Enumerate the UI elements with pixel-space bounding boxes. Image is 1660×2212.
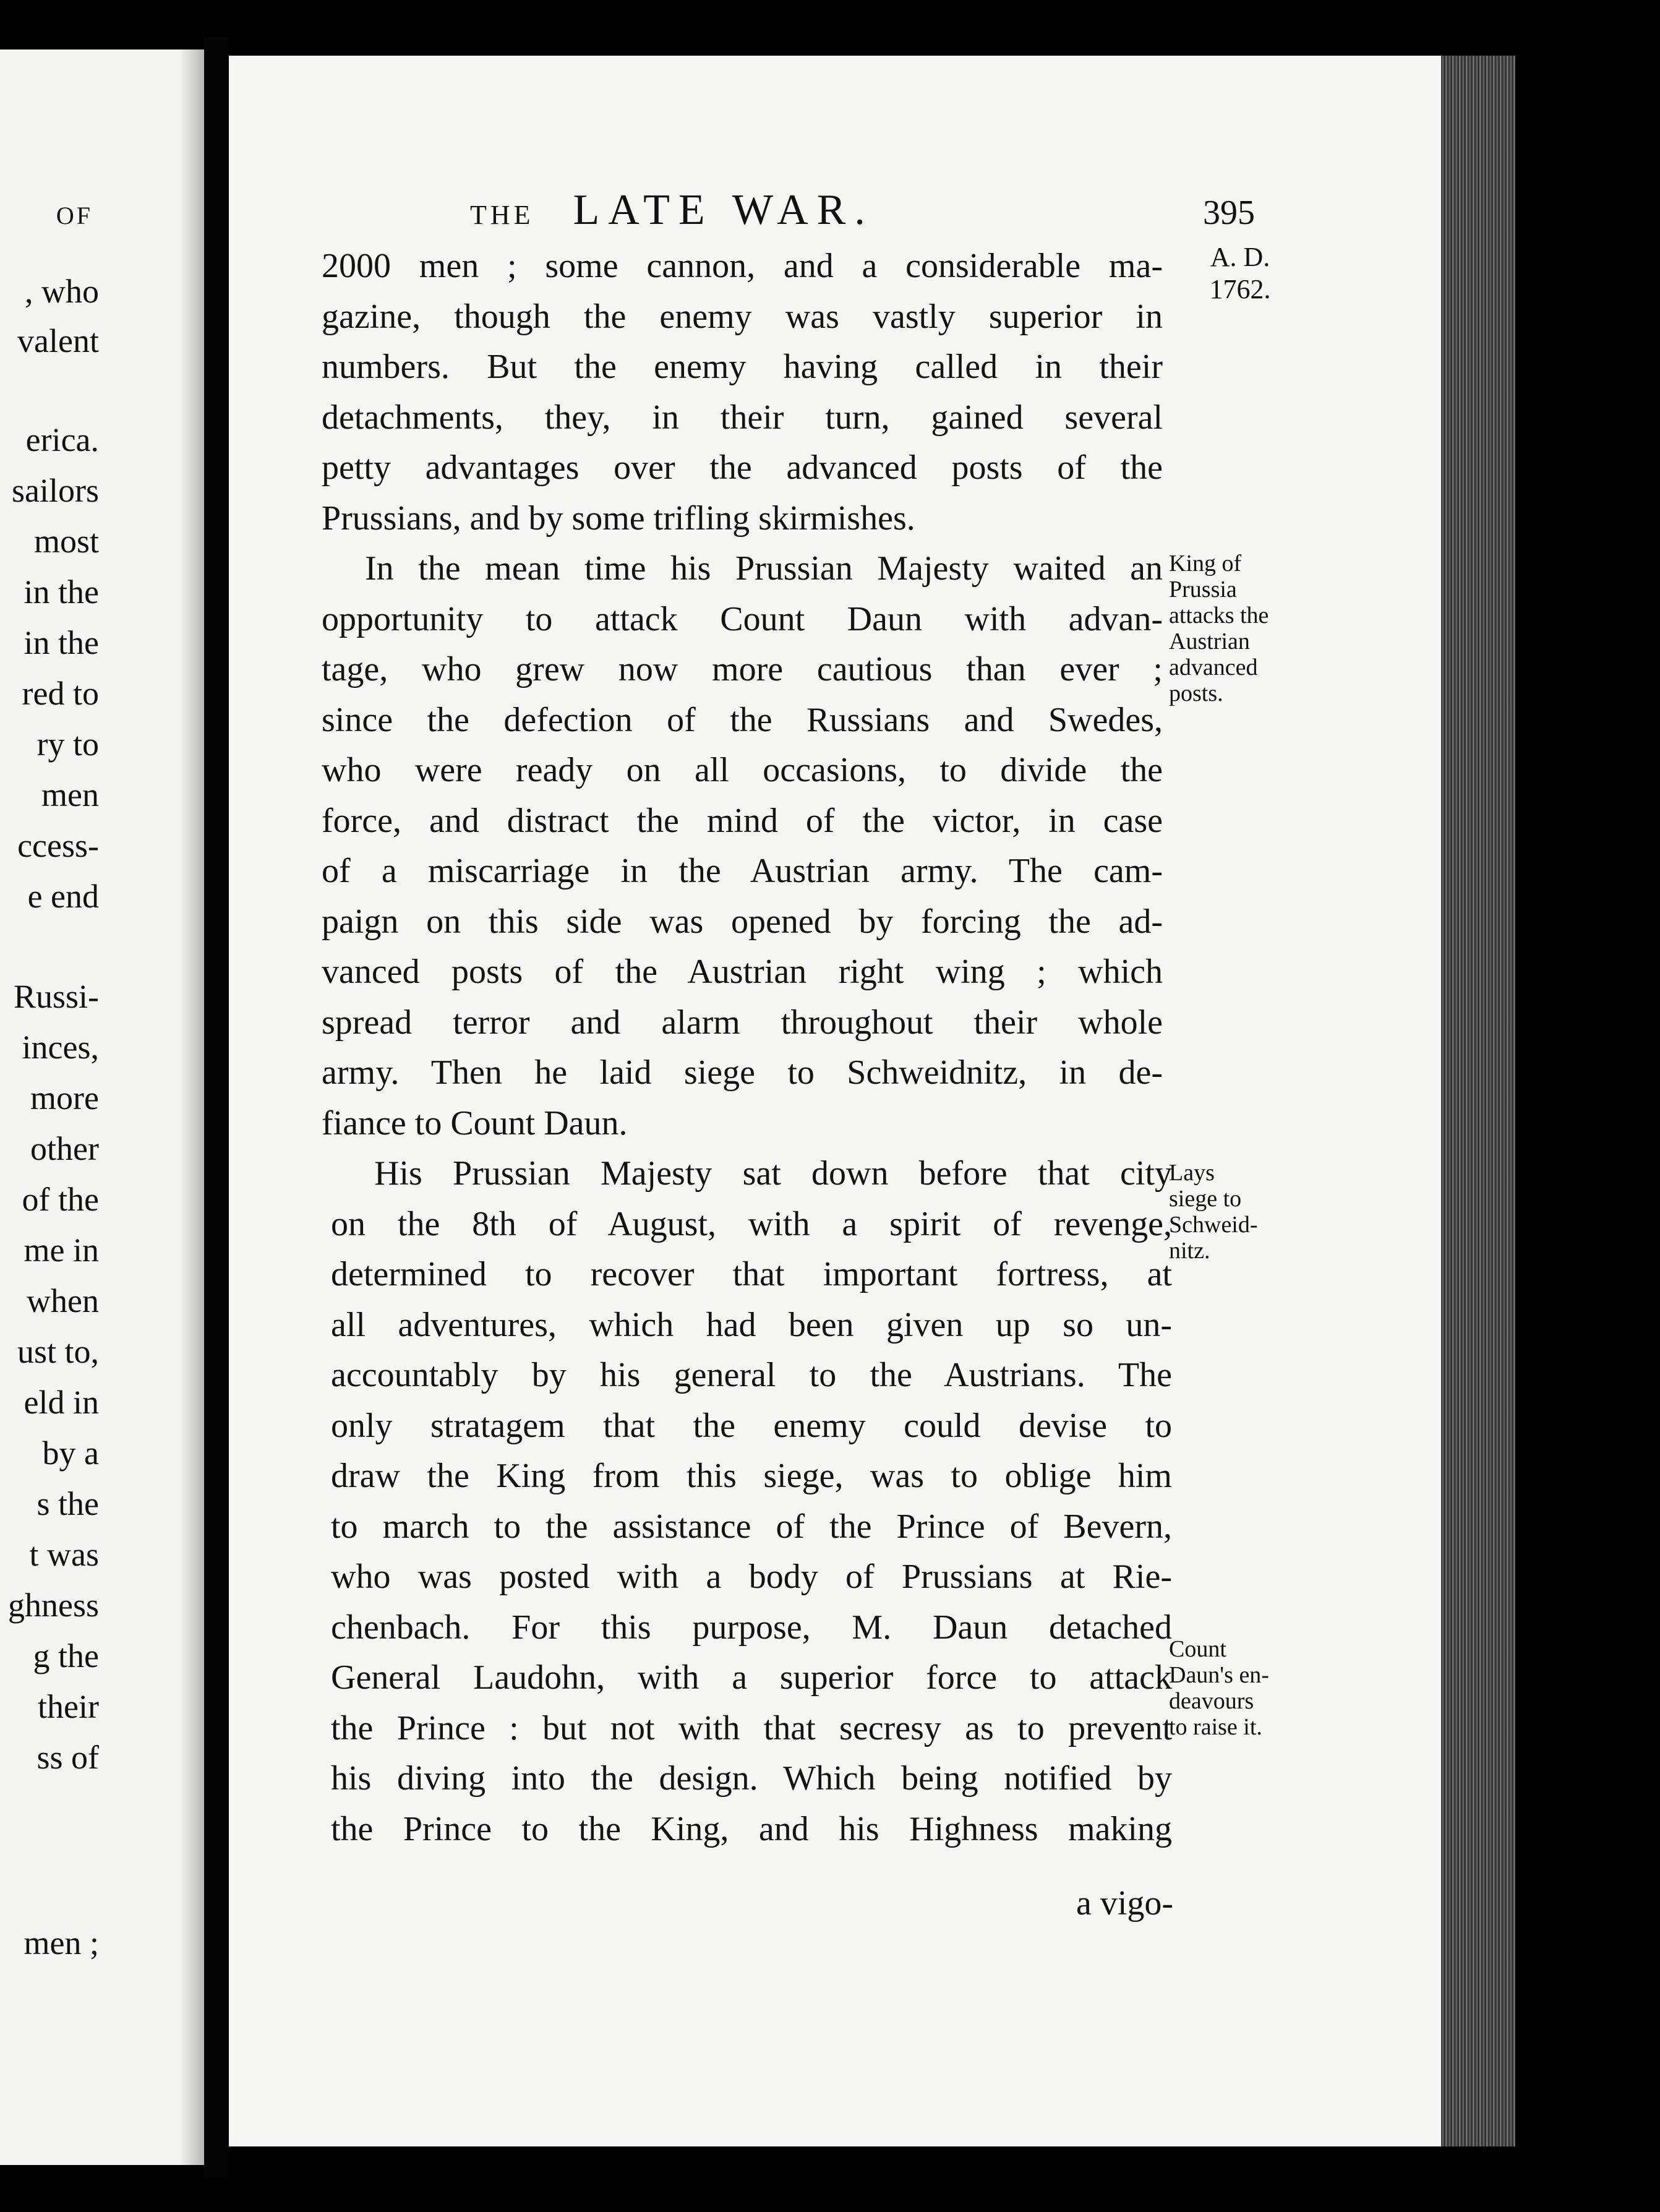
text-line: army. Then he laid siege to Schweidnitz, in de- xyxy=(322,1053,1163,1092)
left-page-line-fragment: me in xyxy=(24,1232,99,1269)
text-line: determined to recover that important fortress, at xyxy=(331,1255,1172,1293)
left-page-line-fragment: when xyxy=(27,1282,99,1319)
left-page-line-fragment: in the xyxy=(24,624,99,661)
text-line: paign on this side was opened by forcing the ad- xyxy=(322,902,1163,941)
margin-note-line: Lays xyxy=(1169,1160,1215,1186)
left-page-line-fragment: of the xyxy=(22,1181,99,1218)
year-line: A. D. xyxy=(1210,242,1270,272)
left-page-line-fragment: ry to xyxy=(36,726,99,763)
left-page-line-fragment: ss of xyxy=(36,1739,99,1776)
text-line: since the defection of the Russians and Swedes, xyxy=(322,700,1163,739)
paragraph xyxy=(331,1149,1172,1854)
text-line: His Prussian Majesty sat down before that city xyxy=(374,1154,1172,1193)
left-page-line-fragment: their xyxy=(38,1688,99,1725)
show-through xyxy=(1181,377,1188,406)
left-page-line-fragment: red to xyxy=(22,675,99,712)
text-line: numbers. But the enemy having called in their xyxy=(322,348,1163,386)
text-line: the Prince : but not with that secresy as to prevent xyxy=(331,1708,1172,1747)
left-page-line-fragment: valent xyxy=(17,322,99,359)
margin-note-line: advanced xyxy=(1169,654,1258,680)
text-line: opportunity to attack Count Daun with advan- xyxy=(322,599,1163,638)
gutter-shadow xyxy=(179,49,204,2165)
margin-note-line: Schweid- xyxy=(1169,1212,1258,1238)
text-line: on the 8th of August, with a spirit of revenge, xyxy=(331,1204,1172,1243)
left-page-line-fragment: e end xyxy=(27,878,99,915)
margin-note-line: nitz. xyxy=(1169,1238,1210,1264)
left-page-line-fragment: most xyxy=(33,523,99,560)
left-page-line-fragment: eld in xyxy=(24,1384,99,1421)
left-page-line-fragment: ccess- xyxy=(17,827,99,864)
left-page-line-fragment: other xyxy=(30,1130,99,1167)
margin-note-line: posts. xyxy=(1169,680,1223,706)
text-line: force, and distract the mind of the victor, in case xyxy=(322,801,1163,840)
text-line: who were ready on all occasions, to divide the xyxy=(322,751,1163,789)
text-line: draw the King from this siege, was to oblige him xyxy=(331,1457,1172,1495)
left-page-header-fragment: OF xyxy=(56,202,93,229)
left-page-line-fragment: erica. xyxy=(25,421,99,458)
margin-note-line: King of xyxy=(1169,551,1242,577)
scan-border xyxy=(1515,37,1660,2202)
running-head-title: LATE WAR. xyxy=(573,186,874,234)
margin-note-lays-siege xyxy=(1169,1160,1293,1264)
left-page-line-fragment: sailors xyxy=(12,472,99,509)
text-line: to march to the assistance of the Prince of Bevern, xyxy=(331,1507,1172,1546)
text-line: who was posted with a body of Prussians at Rie- xyxy=(331,1558,1172,1596)
left-page-line-fragment: , who xyxy=(25,273,99,310)
margin-note-line: Count xyxy=(1169,1636,1226,1662)
text-line: detachments, they, in their turn, gained several xyxy=(322,398,1163,437)
margin-note-line: deavours xyxy=(1169,1688,1254,1714)
text-line: fiance to Count Daun. xyxy=(322,1104,628,1142)
year-line: 1762. xyxy=(1209,274,1271,304)
left-page-line-fragment: s the xyxy=(36,1485,99,1522)
text-line: In the mean time his Prussian Majesty waited an xyxy=(365,549,1163,588)
left-page-line-fragment: by a xyxy=(42,1434,99,1472)
paragraph xyxy=(322,544,1163,1149)
left-page-line-fragment: Russi- xyxy=(13,978,99,1015)
running-head xyxy=(470,186,874,235)
margin-note-king-attacks xyxy=(1169,551,1293,706)
running-head-article: THE xyxy=(470,200,534,230)
left-page-line-fragment: ust to, xyxy=(17,1333,99,1370)
right-page xyxy=(229,56,1441,2146)
left-page-line-fragment: g the xyxy=(33,1637,99,1674)
page-edges xyxy=(1441,56,1515,2146)
text-line: gazine, though the enemy was vastly superior in xyxy=(322,297,1163,336)
catchword: a vigo- xyxy=(1076,1884,1174,1923)
text-line: of a miscarriage in the Austrian army. The cam- xyxy=(322,852,1163,890)
margin-note-daun-endeavours xyxy=(1169,1636,1293,1740)
margin-note-line: attacks the xyxy=(1169,602,1269,628)
text-line: vanced posts of the Austrian right wing ; which xyxy=(322,953,1163,991)
text-line: Prussians, and by some trifling skirmishes. xyxy=(322,499,915,538)
text-line: accountably by his general to the Austrians. The xyxy=(331,1356,1172,1394)
margin-note-line: siege to xyxy=(1169,1186,1242,1212)
year-margin-note xyxy=(1187,241,1293,306)
left-page xyxy=(0,49,204,2165)
left-page-line-fragment: ghness xyxy=(8,1587,99,1624)
book-spine xyxy=(204,37,229,2177)
text-line: tage, who grew now more cautious than ever ; xyxy=(322,650,1163,688)
margin-note-line: Daun's en- xyxy=(1169,1662,1269,1688)
left-page-line-fragment: in the xyxy=(24,573,99,611)
text-line: all adventures, which had been given up so un- xyxy=(331,1305,1172,1344)
text-line: General Laudohn, with a superior force to attack xyxy=(331,1658,1172,1697)
paragraph xyxy=(322,241,1163,544)
left-page-line-fragment: inces, xyxy=(22,1029,99,1066)
text-line: only stratagem that the enemy could devise to xyxy=(331,1406,1172,1445)
margin-note-line: Austrian xyxy=(1169,628,1250,654)
margin-note-line: to raise it. xyxy=(1169,1714,1262,1740)
left-page-line-fragment: t was xyxy=(29,1536,99,1573)
text-line: petty advantages over the advanced posts of the xyxy=(322,448,1163,487)
left-page-line-fragment: men ; xyxy=(24,1924,99,1961)
text-line: the Prince to the King, and his Highness making xyxy=(331,1809,1172,1848)
text-line: spread terror and alarm throughout their whole xyxy=(322,1003,1163,1042)
page-number: 395 xyxy=(1203,194,1255,232)
left-page-line-fragment: more xyxy=(30,1079,99,1117)
text-line: his diving into the design. Which being notified by xyxy=(331,1759,1172,1798)
margin-note-line: Prussia xyxy=(1169,577,1237,602)
text-line: chenbach. For this purpose, M. Daun detached xyxy=(331,1608,1172,1647)
left-page-line-fragment: men xyxy=(41,776,99,813)
text-line: 2000 men ; some cannon, and a considerable ma- xyxy=(322,247,1163,285)
